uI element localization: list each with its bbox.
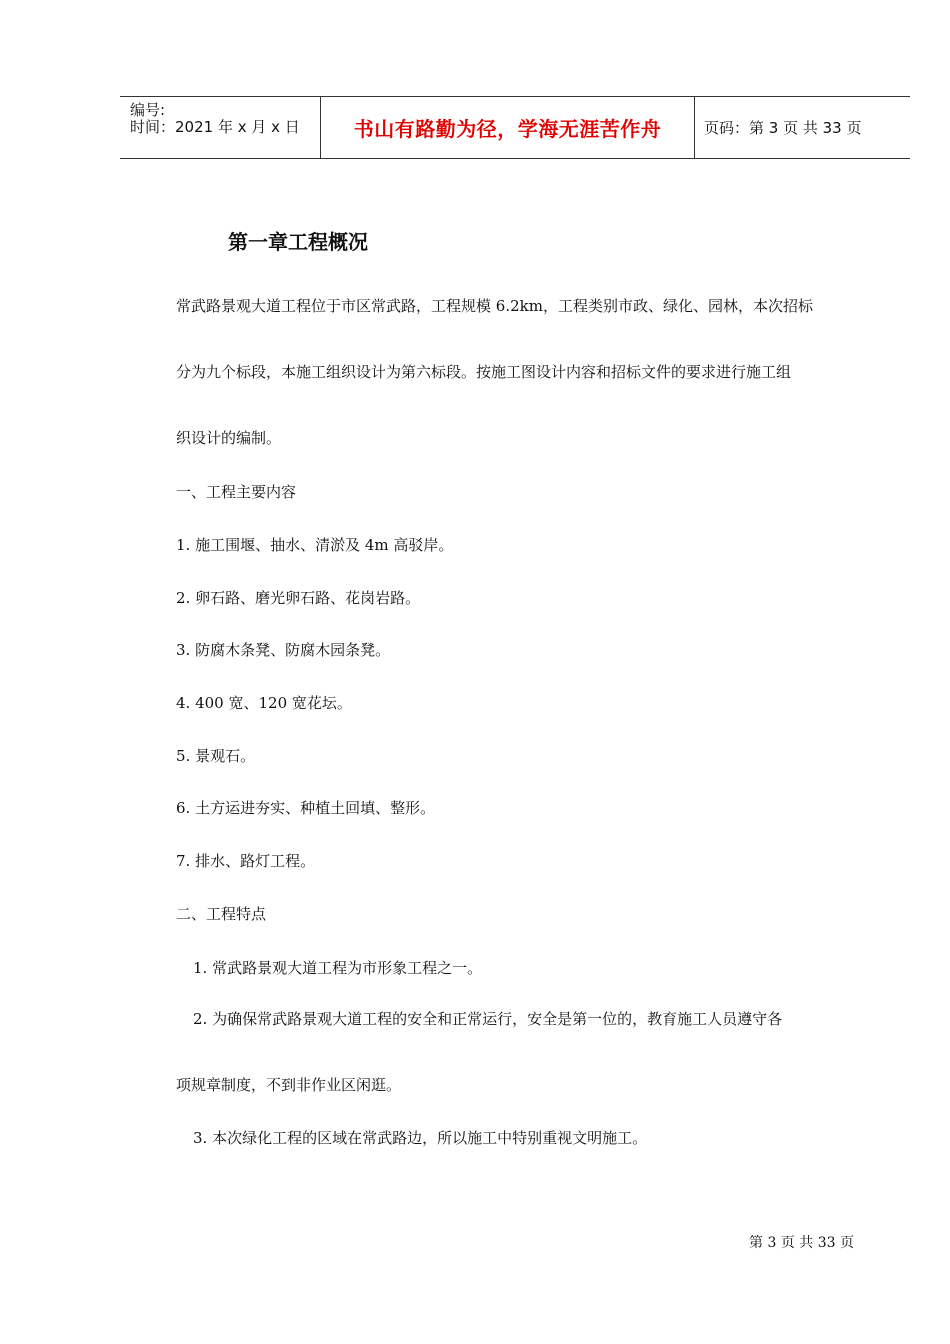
- page-footer: 第 3 页 共 33 页: [749, 1235, 854, 1251]
- list-item: 3. 本次绿化工程的区域在常武路边，所以施工中特别重视文明施工。: [193, 1129, 648, 1147]
- document-header: [120, 96, 910, 159]
- intro-line-2: 分为九个标段，本施工组织设计为第六标段。按施工图设计内容和招标文件的要求进行施工组: [176, 363, 792, 381]
- list-item: 3. 防腐木条凳、防腐木园条凳。: [176, 641, 391, 659]
- intro-line-3: 织设计的编制。: [176, 429, 282, 447]
- list-item: 6. 土方运进夯实、种植土回填、整形。: [176, 799, 436, 817]
- list-item: 1. 施工围堰、抽水、清淤及 4m 高驳岸。: [176, 536, 454, 554]
- list-item: 7. 排水、路灯工程。: [176, 852, 316, 870]
- section1-heading: 一、工程主要内容: [176, 483, 297, 501]
- header-page-cell: [694, 97, 910, 158]
- document-number-label: 编号:: [130, 101, 166, 119]
- intro-line-1: 常武路景观大道工程位于市区常武路，工程规模 6.2km，工程类别市政、绿化、园林，本次招标: [176, 297, 813, 315]
- header-page-code: 页码：第 3 页 共 33 页: [704, 119, 862, 137]
- list-item-continuation: 项规章制度，不到非作业区闲逛。: [176, 1076, 402, 1094]
- list-item: 2. 卵石路、磨光卵石路、花岗岩路。: [176, 589, 421, 607]
- section2-heading: 二、工程特点: [176, 905, 267, 923]
- list-item: 2. 为确保常武路景观大道工程的安全和正常运行，安全是第一位的，教育施工人员遵守各: [193, 1010, 783, 1028]
- header-meta-cell: [120, 97, 320, 158]
- document-time-label: 时间：2021 年 x 月 x 日: [130, 118, 300, 136]
- header-motto: 书山有路勤为径，学海无涯苦作舟: [353, 117, 662, 141]
- list-item: 1. 常武路景观大道工程为市形象工程之一。: [193, 959, 483, 977]
- list-item: 5. 景观石。: [176, 747, 256, 765]
- header-motto-cell: [320, 97, 695, 158]
- list-item: 4. 400 宽、120 宽花坛。: [176, 694, 352, 712]
- chapter-title: 第一章工程概况: [228, 230, 368, 254]
